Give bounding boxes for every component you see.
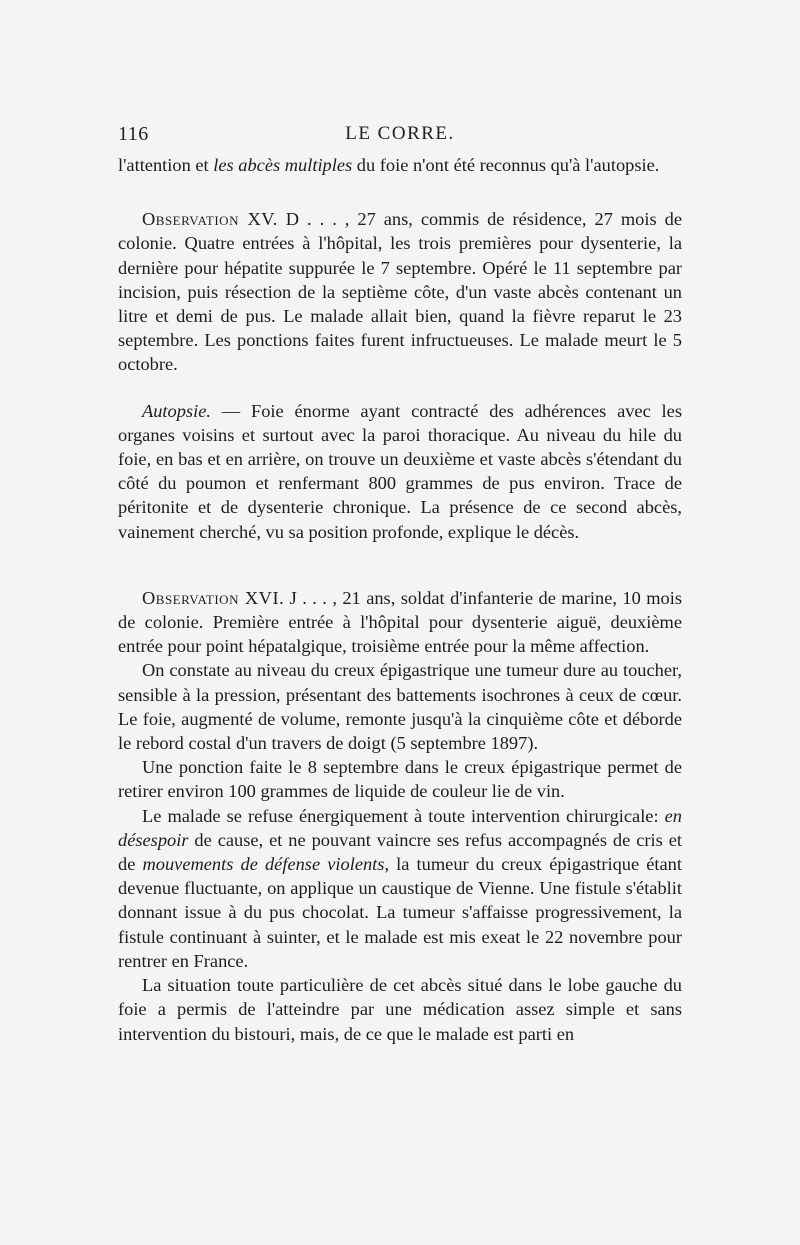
paragraph-constate: On constate au niveau du creux épigastrique une tumeur dure au toucher, sensible à la pression, présentant des battements isochrones à ceux de cœur. Le foie, augmenté de volume, remonte jusqu'à la cinquième côte et déborde le rebord costal d'un travers de doigt (5 septembre 1897). <box>118 660 682 754</box>
autopsy-text: — Foie énorme ayant contracté des adhérences avec les organes voisins et surtout avec la paroi thoracique. Au niveau du hile du foie, en bas et en arrière, on trouve un deuxième et vaste abcès s'étendant du côté du poumon et renfermant 800 grammes de pus environ. Trace de péritonite et de dysenterie chronique. La présence de ce second abcès, vainement cherché, vu sa position profonde, explique le décès. <box>118 400 682 542</box>
observation-15-label: Observation XV. <box>142 209 278 230</box>
observation-15 <box>118 207 682 376</box>
intro-text-end: du foie n'ont été reconnus qu'à l'autopsie. <box>352 155 660 175</box>
paragraph-refuse <box>118 804 682 973</box>
paragraph-intro <box>118 153 682 177</box>
refuse-text-start: Le malade se refuse énergiquement à toute intervention chirurgicale: <box>142 805 665 826</box>
autopsy-paragraph <box>118 399 682 544</box>
refuse-text-middle: de cause, et ne pouvant vaincre ses refus accompagnés de cris et de <box>118 829 682 875</box>
paragraph-situation: La situation toute particulière de cet abcès situé dans le lobe gauche du foie a permis de l'atteindre par une médication assez simple et sans intervention du bistouri, mais, de ce que le malade est parti en <box>118 975 682 1044</box>
intro-italic-phrase: les abcès multiples <box>213 155 353 175</box>
refuse-italic-2: mouvements de défense violents <box>142 854 385 875</box>
running-title: LE CORRE. <box>345 123 455 144</box>
refuse-italic-1: en désespoir <box>118 805 682 850</box>
page-number: 116 <box>118 123 149 145</box>
observation-16-label: Observation XVI. <box>142 587 285 608</box>
observation-15-text: D . . . , 27 ans, commis de résidence, 27 mois de colonie. Quatre entrées à l'hôpital, les trois premières pour dysenterie, la dernière pour hépatite suppurée le 7 septembre. Opéré le 11 septembre par incision, puis résection de la septième côte, d'un vaste abcès contenant un litre et demi de pus. Le malade allait bien, quand la fièvre reparut le 23 septembre. Les ponctions faites furent infructueuses. Le malade meurt le 5 octobre. <box>118 209 682 375</box>
paragraph-ponction: Une ponction faite le 8 septembre dans le creux épigastrique permet de retirer environ 100 grammes de liquide de couleur lie de vin. <box>118 757 682 802</box>
autopsy-label: Autopsie. <box>142 400 211 421</box>
intro-text-start: l'attention et <box>118 155 214 175</box>
observation-16 <box>118 586 682 659</box>
observation-16-text: J . . . , 21 ans, soldat d'infanterie de marine, 10 mois de colonie. Première entrée à l'hôpital pour dysenterie aiguë, deuxième entrée pour point hépatalgique, troisième entrée pour la même affection. <box>118 587 682 657</box>
body-text <box>118 153 682 1046</box>
page-header <box>118 121 682 147</box>
refuse-text-end: , la tumeur du creux épigastrique étant devenue fluctuante, on applique un caustique de Vienne. Une fistule s'établit donnant issue à du pus chocolat. La tumeur s'affaisse progressivement, la fistule continuant à suinter, et le malade est mis exeat le 22 novembre pour rentrer en France. <box>118 854 682 971</box>
